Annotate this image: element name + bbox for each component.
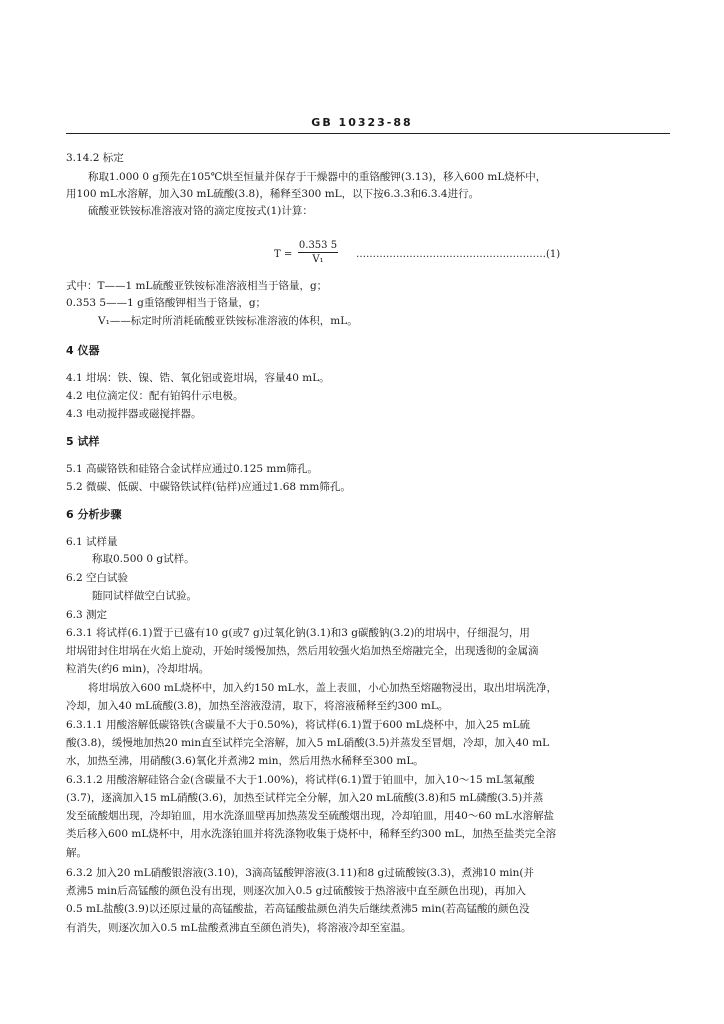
paragraph-line: 坩埚钳封住坩埚在火焰上旋动，开始时缓慢加热，然后用较强火焰加热至熔融完全，出现透彻的金属滴: [66, 645, 539, 657]
standard-header: GB 10323-88: [311, 116, 413, 129]
section-heading-5: 5 试样: [66, 435, 100, 448]
subsection-title: 6.2 空白试验: [66, 572, 129, 584]
list-item: 5.2 微碳、低碳、中碳铬铁试样(钻样)应通过1.68 mm筛孔。: [66, 481, 351, 493]
paragraph-line: 解。: [66, 847, 87, 859]
formula-denominator: V₁: [312, 254, 324, 265]
paragraph-line: 冷却，加入40 mL硫酸(3.8)，加热至溶液澄清，取下，将溶液稀释至约300 mL。: [66, 700, 449, 712]
list-item: 4.3 电动搅拌器或磁搅拌器。: [66, 408, 202, 420]
formula-equation-number: …………………………………………………(1): [356, 249, 561, 260]
paragraph-line: 发至硫酸烟出现，冷却铂皿，用水洗涤皿壁再加热蒸发至硫酸烟出现，冷却铂皿，用40～60 mL水溶解盐: [66, 810, 554, 822]
list-item: 4.2 电位滴定仪：配有铂钨什示电极。: [66, 390, 244, 402]
paragraph-line: 6.3.1 将试样(6.1)置于已盛有10 g(或7 g)过氧化钠(3.1)和3 g碳酸钠(3.2)的坩埚中，仔细混匀，用: [66, 627, 530, 639]
paragraph-line: 称取0.500 0 g试样。: [92, 553, 195, 565]
paragraph-line: 有消失，则逐次加入0.5 mL盐酸煮沸直至颜色消失)，将溶液冷却至室温。: [66, 922, 412, 934]
where-line: V₁——标定时所消耗硫酸亚铁铵标准溶液的体积，mL。: [98, 315, 358, 327]
section-heading-6: 6 分析步骤: [66, 508, 122, 521]
paragraph-line: 6.3.2 加入20 mL硝酸银溶液(3.10)，3滴高锰酸钾溶液(3.11)和8 g过硫酸铵(3.3)，煮沸10 min(并: [66, 867, 535, 879]
section-heading-4: 4 仪器: [66, 344, 100, 357]
header-rule: [66, 133, 670, 134]
paragraph-line: 0.5 mL盐酸(3.9)以还原过量的高锰酸盐，若高锰酸盐颜色消失后继续煮沸5 min(若高锰酸的颜色没: [66, 903, 530, 915]
list-item: 5.1 高碳铬铁和硅铬合金试样应通过0.125 mm筛孔。: [66, 463, 318, 475]
paragraph-line: 将坩埚放入600 mL烧杯中，加入约150 mL水，盖上表皿，小心加热至熔融物浸出，取出坩埚洗净，: [88, 682, 558, 694]
paragraph-line: (3.7)，逐滴加入15 mL硝酸(3.6)，加热至试样完全分解，加入20 mL硫酸(3.8)和5 mL磷酸(3.5)并蒸: [66, 792, 544, 804]
paragraph-line: 水，加热至沸，用硝酸(3.6)氧化并煮沸2 min，然后用热水稀释至300 mL。: [66, 755, 424, 767]
list-item: 4.1 坩埚：铁、镍、锆、氧化铝或瓷坩埚，容量40 mL。: [66, 372, 330, 384]
formula-lhs: T =: [274, 249, 293, 260]
paragraph-line: 随同试样做空白试验。: [92, 590, 197, 602]
paragraph-line: 粒消失(约6 min)，冷却坩埚。: [66, 663, 210, 675]
paragraph-line: 硫酸亚铁铵标准溶液对铬的滴定度按式(1)计算：: [88, 205, 313, 217]
paragraph-line: 煮沸5 min后高锰酸的颜色没有出现，则逐次加入0.5 g过硫酸铵于热溶液中直至颜色出现)，再加入: [66, 885, 526, 897]
where-line: 0.353 5——1 g重铬酸钾相当于铬量，g；: [66, 297, 267, 309]
formula-fraction: [298, 240, 338, 265]
subsection-title: 6.3 测定: [66, 609, 108, 621]
subsection-title-3-14-2: 3.14.2 标定: [66, 152, 124, 164]
paragraph-line: 用100 mL水溶解，加入30 mL硫酸(3.8)，稀释至300 mL，以下按6.3.3和6.3.4进行。: [66, 188, 480, 200]
paragraph-line: 6.3.1.2 用酸溶解硅铬合金(含碳量不大于1.00%)，将试样(6.1)置于铂皿中，加入10～15 mL氢氟酸: [66, 774, 535, 786]
paragraph-line: 6.3.1.1 用酸溶解低碳铬铁(含碳量不大于0.50%)，将试样(6.1)置于600 mL烧杯中，加入25 mL硫: [66, 719, 530, 731]
paragraph-line: 称取1.000 0 g预先在105℃烘至恒量并保存于干燥器中的重铬酸钾(3.13)，移入600 mL烧杯中，: [88, 171, 547, 183]
where-line: 式中：T——1 mL硫酸亚铁铵标准溶液相当于铬量，g；: [66, 280, 328, 292]
subsection-title: 6.1 试样量: [66, 536, 118, 548]
paragraph-line: 类后移入600 mL烧杯中，用水洗涤铂皿并将洗涤物收集于烧杯中，稀释至约300 mL，加热至盐类完全溶: [66, 828, 557, 840]
formula-numerator: 0.353 5: [298, 240, 338, 251]
paragraph-line: 酸(3.8)，缓慢地加热20 min直至试样完全溶解，加入5 mL硝酸(3.5)并蒸发至冒烟，冷却，加入40 mL: [66, 737, 550, 749]
